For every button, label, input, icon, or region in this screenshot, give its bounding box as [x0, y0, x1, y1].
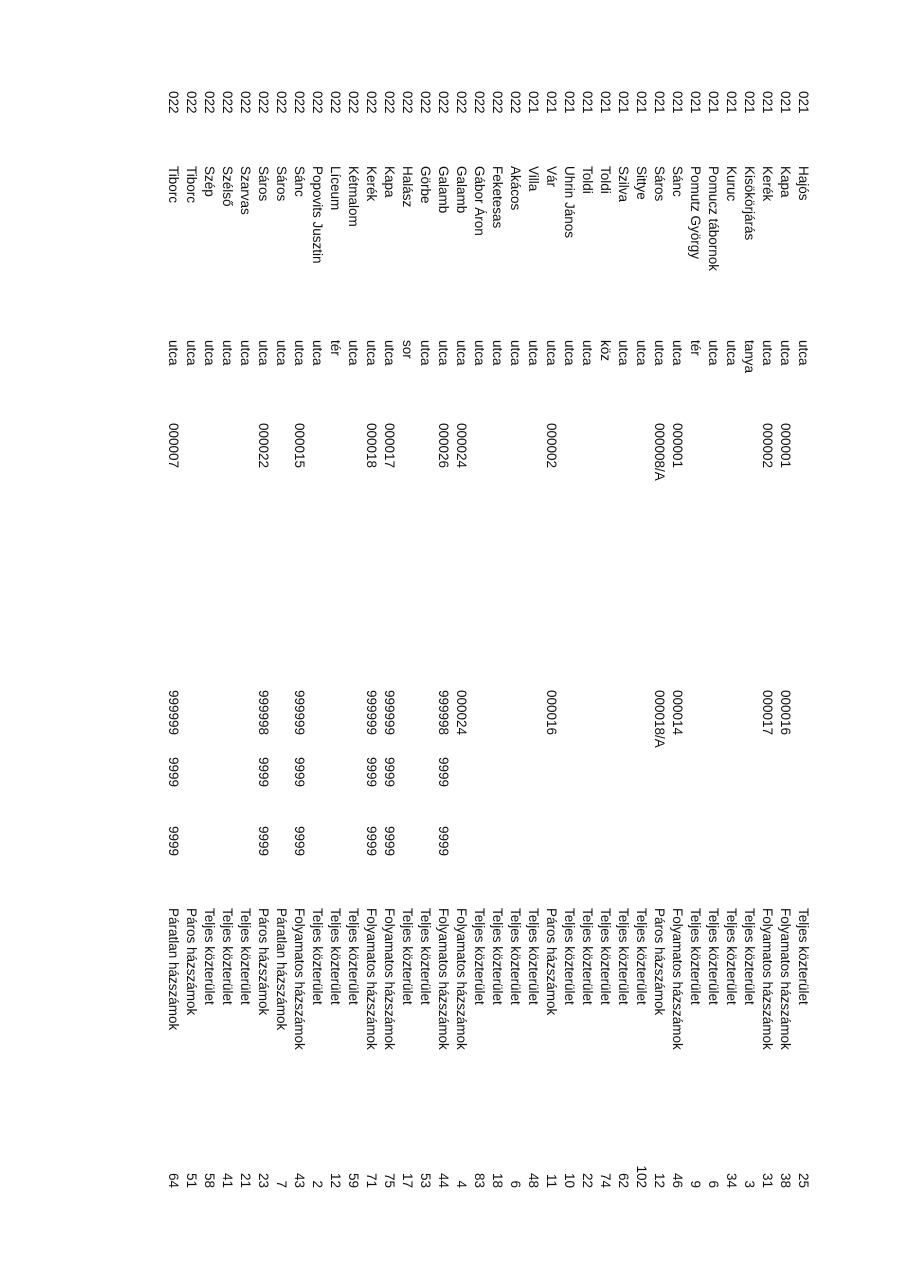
- record-count: 18: [490, 1172, 505, 1188]
- record-count: 102: [634, 1165, 649, 1188]
- street-type: utca: [634, 340, 649, 366]
- street-type: utca: [652, 340, 667, 366]
- street-name: Kapa: [382, 166, 397, 198]
- range-start-suffix: 9999: [436, 757, 451, 788]
- street-type: utca: [256, 340, 271, 366]
- street-type: utca: [580, 340, 595, 366]
- street-type: utca: [238, 340, 253, 366]
- street-name: Kétmalom: [346, 166, 361, 227]
- district-code: 021: [562, 91, 577, 114]
- coverage-type: Folyamatos házszámok: [454, 908, 469, 1050]
- coverage-type: Teljes közterület: [688, 908, 703, 1005]
- range-start: 000017: [382, 423, 397, 469]
- street-name: Toldi: [598, 166, 613, 194]
- district-code: 022: [490, 91, 505, 114]
- coverage-type: Teljes közterület: [490, 908, 505, 1005]
- range-end: 000017: [760, 690, 775, 736]
- range-start: 000024: [454, 423, 469, 469]
- street-name: Kapa: [778, 166, 793, 198]
- range-end: 000018/A: [652, 690, 667, 748]
- range-start: 000002: [760, 423, 775, 469]
- district-code: 022: [400, 91, 415, 114]
- coverage-type: Folyamatos házszámok: [670, 908, 685, 1050]
- range-end: 999998: [256, 690, 271, 736]
- street-name: Sáros: [652, 166, 667, 202]
- street-name: Pomucz tábornok: [706, 166, 721, 272]
- coverage-type: Teljes közterület: [742, 908, 757, 1005]
- district-code: 022: [274, 91, 289, 114]
- street-name: Líceum: [328, 166, 343, 211]
- district-code: 021: [706, 91, 721, 114]
- range-end-suffix: 9999: [166, 826, 181, 857]
- record-count: 74: [598, 1172, 613, 1188]
- record-count: 48: [526, 1172, 541, 1188]
- range-start: 000008/A: [652, 423, 667, 481]
- record-count: 12: [328, 1172, 343, 1188]
- table-row: [794, 0, 812, 1280]
- coverage-type: Folyamatos házszámok: [382, 908, 397, 1050]
- record-count: 75: [382, 1172, 397, 1188]
- street-name: Galamb: [436, 166, 451, 214]
- street-name: Uhrin János: [562, 166, 577, 239]
- street-type: utca: [382, 340, 397, 366]
- record-count: 43: [292, 1172, 307, 1188]
- street-type: utca: [760, 340, 775, 366]
- street-name: Szélső: [220, 166, 235, 207]
- district-code: 021: [778, 91, 793, 114]
- table-row: [308, 0, 326, 1280]
- street-type: utca: [454, 340, 469, 366]
- street-name: Szép: [202, 166, 217, 197]
- street-type: utca: [706, 340, 721, 366]
- table-row: [704, 0, 722, 1280]
- record-count: 62: [616, 1172, 631, 1188]
- coverage-type: Teljes közterület: [220, 908, 235, 1005]
- district-code: 021: [742, 91, 757, 114]
- record-count: 53: [418, 1172, 433, 1188]
- coverage-type: Teljes közterület: [328, 908, 343, 1005]
- record-count: 25: [796, 1172, 811, 1188]
- district-code: 022: [436, 91, 451, 114]
- coverage-type: Teljes közterület: [616, 908, 631, 1005]
- table-row: [776, 0, 794, 1280]
- street-type: utca: [472, 340, 487, 366]
- coverage-type: Teljes közterület: [562, 908, 577, 1005]
- range-start-suffix: 9999: [364, 757, 379, 788]
- street-name: Galamb: [454, 166, 469, 214]
- record-count: 7: [274, 1180, 289, 1188]
- district-code: 021: [526, 91, 541, 114]
- coverage-type: Teljes közterület: [706, 908, 721, 1005]
- table-row: [560, 0, 578, 1280]
- range-start: 000022: [256, 423, 271, 469]
- table-row: [524, 0, 542, 1280]
- district-code: 022: [166, 91, 181, 114]
- district-code: 021: [616, 91, 631, 114]
- range-end: 000014: [670, 690, 685, 736]
- table-row: [164, 0, 182, 1280]
- coverage-type: Páros házszámok: [184, 908, 199, 1016]
- street-type: utca: [364, 340, 379, 366]
- range-end-suffix: 9999: [256, 826, 271, 857]
- street-type: utca: [274, 340, 289, 366]
- table-row: [668, 0, 686, 1280]
- record-count: 2: [310, 1180, 325, 1188]
- district-code: 022: [418, 91, 433, 114]
- table-row: [254, 0, 272, 1280]
- district-code: 022: [508, 91, 523, 114]
- record-count: 83: [472, 1172, 487, 1188]
- coverage-type: Teljes közterület: [400, 908, 415, 1005]
- district-code: 022: [292, 91, 307, 114]
- street-type: utca: [292, 340, 307, 366]
- street-name: Pomutz György: [688, 166, 703, 260]
- record-count: 4: [454, 1180, 469, 1188]
- street-type: sor: [400, 340, 415, 359]
- range-end: 999999: [382, 690, 397, 736]
- range-end: 999999: [364, 690, 379, 736]
- table-row: [290, 0, 308, 1280]
- coverage-type: Teljes közterület: [526, 908, 541, 1005]
- table-row: [686, 0, 704, 1280]
- street-name: Feketesas: [490, 166, 505, 229]
- range-start-suffix: 9999: [382, 757, 397, 788]
- street-name: Sáros: [256, 166, 271, 202]
- district-code: 021: [760, 91, 775, 114]
- street-type: utca: [310, 340, 325, 366]
- range-end-suffix: 9999: [436, 826, 451, 857]
- street-name: Kisökörjárás: [742, 166, 757, 241]
- street-name: Kerék: [760, 166, 775, 202]
- street-type: tanya: [742, 340, 757, 374]
- table-row: [380, 0, 398, 1280]
- range-end-suffix: 9999: [364, 826, 379, 857]
- range-end: 000016: [778, 690, 793, 736]
- coverage-type: Páratlan házszámok: [274, 908, 289, 1031]
- record-count: 64: [166, 1172, 181, 1188]
- coverage-type: Páratlan házszámok: [166, 908, 181, 1031]
- table-row: [488, 0, 506, 1280]
- coverage-type: Teljes közterület: [580, 908, 595, 1005]
- table-row: [542, 0, 560, 1280]
- table-row: [740, 0, 758, 1280]
- street-type: utca: [778, 340, 793, 366]
- table-row: [218, 0, 236, 1280]
- range-end: 000016: [544, 690, 559, 736]
- street-name: Tiborc: [166, 166, 181, 204]
- district-code: 022: [382, 91, 397, 114]
- range-start: 000007: [166, 423, 181, 469]
- table-row: [470, 0, 488, 1280]
- street-type: utca: [526, 340, 541, 366]
- district-code: 021: [796, 91, 811, 114]
- street-name: Gábor Áron: [472, 166, 487, 236]
- range-start: 000001: [778, 423, 793, 469]
- district-code: 022: [472, 91, 487, 114]
- range-start-suffix: 9999: [292, 757, 307, 788]
- coverage-type: Folyamatos házszámok: [292, 908, 307, 1050]
- coverage-type: Teljes közterület: [346, 908, 361, 1005]
- street-name: Sittye: [634, 166, 649, 200]
- table-row: [452, 0, 470, 1280]
- coverage-type: Teljes közterület: [598, 908, 613, 1005]
- record-count: 9: [688, 1180, 703, 1188]
- district-code: 021: [724, 91, 739, 114]
- district-code: 021: [634, 91, 649, 114]
- record-count: 22: [580, 1172, 595, 1188]
- district-code: 022: [202, 91, 217, 114]
- range-start: 000018: [364, 423, 379, 469]
- district-code: 021: [598, 91, 613, 114]
- coverage-type: Páros házszámok: [256, 908, 271, 1016]
- table-row: [326, 0, 344, 1280]
- coverage-type: Teljes közterület: [724, 908, 739, 1005]
- coverage-type: Teljes közterület: [202, 908, 217, 1005]
- coverage-type: Teljes közterület: [310, 908, 325, 1005]
- coverage-type: Teljes közterület: [238, 908, 253, 1005]
- coverage-type: Páros házszámok: [652, 908, 667, 1016]
- coverage-type: Teljes közterület: [508, 908, 523, 1005]
- coverage-type: Teljes közterület: [634, 908, 649, 1005]
- range-end: 999999: [166, 690, 181, 736]
- street-type: utca: [796, 340, 811, 366]
- table-row: [182, 0, 200, 1280]
- coverage-type: Teljes közterület: [472, 908, 487, 1005]
- district-code: 022: [328, 91, 343, 114]
- street-name: Popovits Jusztin: [310, 166, 325, 264]
- table-row: [578, 0, 596, 1280]
- district-code: 021: [670, 91, 685, 114]
- record-count: 46: [670, 1172, 685, 1188]
- coverage-type: Teljes közterület: [418, 908, 433, 1005]
- record-count: 21: [238, 1172, 253, 1188]
- record-count: 34: [724, 1172, 739, 1188]
- range-start: 000026: [436, 423, 451, 469]
- street-type: utca: [202, 340, 217, 366]
- street-name: Vár: [544, 166, 559, 188]
- street-type: tér: [688, 340, 703, 356]
- range-start: 000015: [292, 423, 307, 469]
- district-code: 022: [454, 91, 469, 114]
- coverage-type: Folyamatos házszámok: [364, 908, 379, 1050]
- record-count: 6: [508, 1180, 523, 1188]
- street-type: utca: [220, 340, 235, 366]
- record-count: 17: [400, 1172, 415, 1188]
- record-count: 71: [364, 1172, 379, 1188]
- table-row: [416, 0, 434, 1280]
- district-code: 021: [688, 91, 703, 114]
- record-count: 23: [256, 1172, 271, 1188]
- street-type: köz: [598, 340, 613, 362]
- record-count: 31: [760, 1172, 775, 1188]
- record-count: 58: [202, 1172, 217, 1188]
- table-row: [200, 0, 218, 1280]
- table-row: [758, 0, 776, 1280]
- district-code: 021: [544, 91, 559, 114]
- street-name: Villa: [526, 166, 541, 192]
- range-start-suffix: 9999: [166, 757, 181, 788]
- table-row: [434, 0, 452, 1280]
- record-count: 12: [652, 1172, 667, 1188]
- range-start: 000001: [670, 423, 685, 469]
- street-type: utca: [616, 340, 631, 366]
- street-type: utca: [670, 340, 685, 366]
- street-name: Toldi: [580, 166, 595, 194]
- district-code: 022: [256, 91, 271, 114]
- coverage-type: Folyamatos házszámok: [436, 908, 451, 1050]
- range-end-suffix: 9999: [292, 826, 307, 857]
- table-row: [272, 0, 290, 1280]
- street-name: Sáros: [274, 166, 289, 202]
- street-name: Tiborc: [184, 166, 199, 204]
- street-type: utca: [436, 340, 451, 366]
- street-type: tér: [328, 340, 343, 356]
- coverage-type: Teljes közterület: [796, 908, 811, 1005]
- street-type: utca: [418, 340, 433, 366]
- district-code: 021: [652, 91, 667, 114]
- table-row: [362, 0, 380, 1280]
- district-code: 022: [238, 91, 253, 114]
- table-row: [236, 0, 254, 1280]
- table-row: [722, 0, 740, 1280]
- record-count: 10: [562, 1172, 577, 1188]
- coverage-type: Folyamatos házszámok: [760, 908, 775, 1050]
- district-code: 022: [364, 91, 379, 114]
- range-end: 000024: [454, 690, 469, 736]
- street-type: utca: [508, 340, 523, 366]
- coverage-type: Páros házszámok: [544, 908, 559, 1016]
- street-name: Görbe: [418, 166, 433, 204]
- street-type: utca: [544, 340, 559, 366]
- district-code: 022: [184, 91, 199, 114]
- range-end: 999999: [292, 690, 307, 736]
- street-type: utca: [166, 340, 181, 366]
- street-type: utca: [346, 340, 361, 366]
- record-count: 6: [706, 1180, 721, 1188]
- street-name: Akácos: [508, 166, 523, 211]
- table-row: [344, 0, 362, 1280]
- table-row: [596, 0, 614, 1280]
- street-name: Szarvas: [238, 166, 253, 215]
- street-name: Sánc: [670, 166, 685, 197]
- record-count: 38: [778, 1172, 793, 1188]
- range-start-suffix: 9999: [256, 757, 271, 788]
- record-count: 3: [742, 1180, 757, 1188]
- range-end-suffix: 9999: [382, 826, 397, 857]
- table-row: [614, 0, 632, 1280]
- table-row: [506, 0, 524, 1280]
- record-count: 11: [544, 1173, 559, 1188]
- record-count: 51: [184, 1172, 199, 1188]
- district-code: 022: [346, 91, 361, 114]
- street-name: Halász: [400, 166, 415, 208]
- record-count: 41: [220, 1172, 235, 1188]
- street-name: Kerék: [364, 166, 379, 202]
- table-row: [650, 0, 668, 1280]
- coverage-type: Folyamatos házszámok: [778, 908, 793, 1050]
- street-name: Szilva: [616, 166, 631, 203]
- street-name: Kuruc: [724, 166, 739, 202]
- street-type: utca: [490, 340, 505, 366]
- district-code: 022: [310, 91, 325, 114]
- district-code: 022: [220, 91, 235, 114]
- record-count: 44: [436, 1172, 451, 1188]
- street-type: utca: [724, 340, 739, 366]
- street-type: utca: [562, 340, 577, 366]
- range-end: 999998: [436, 690, 451, 736]
- table-row: [398, 0, 416, 1280]
- record-count: 59: [346, 1172, 361, 1188]
- table-row: [632, 0, 650, 1280]
- street-name: Hajós: [796, 166, 811, 201]
- street-type: utca: [184, 340, 199, 366]
- range-start: 000002: [544, 423, 559, 469]
- street-name: Sánc: [292, 166, 307, 197]
- district-code: 021: [580, 91, 595, 114]
